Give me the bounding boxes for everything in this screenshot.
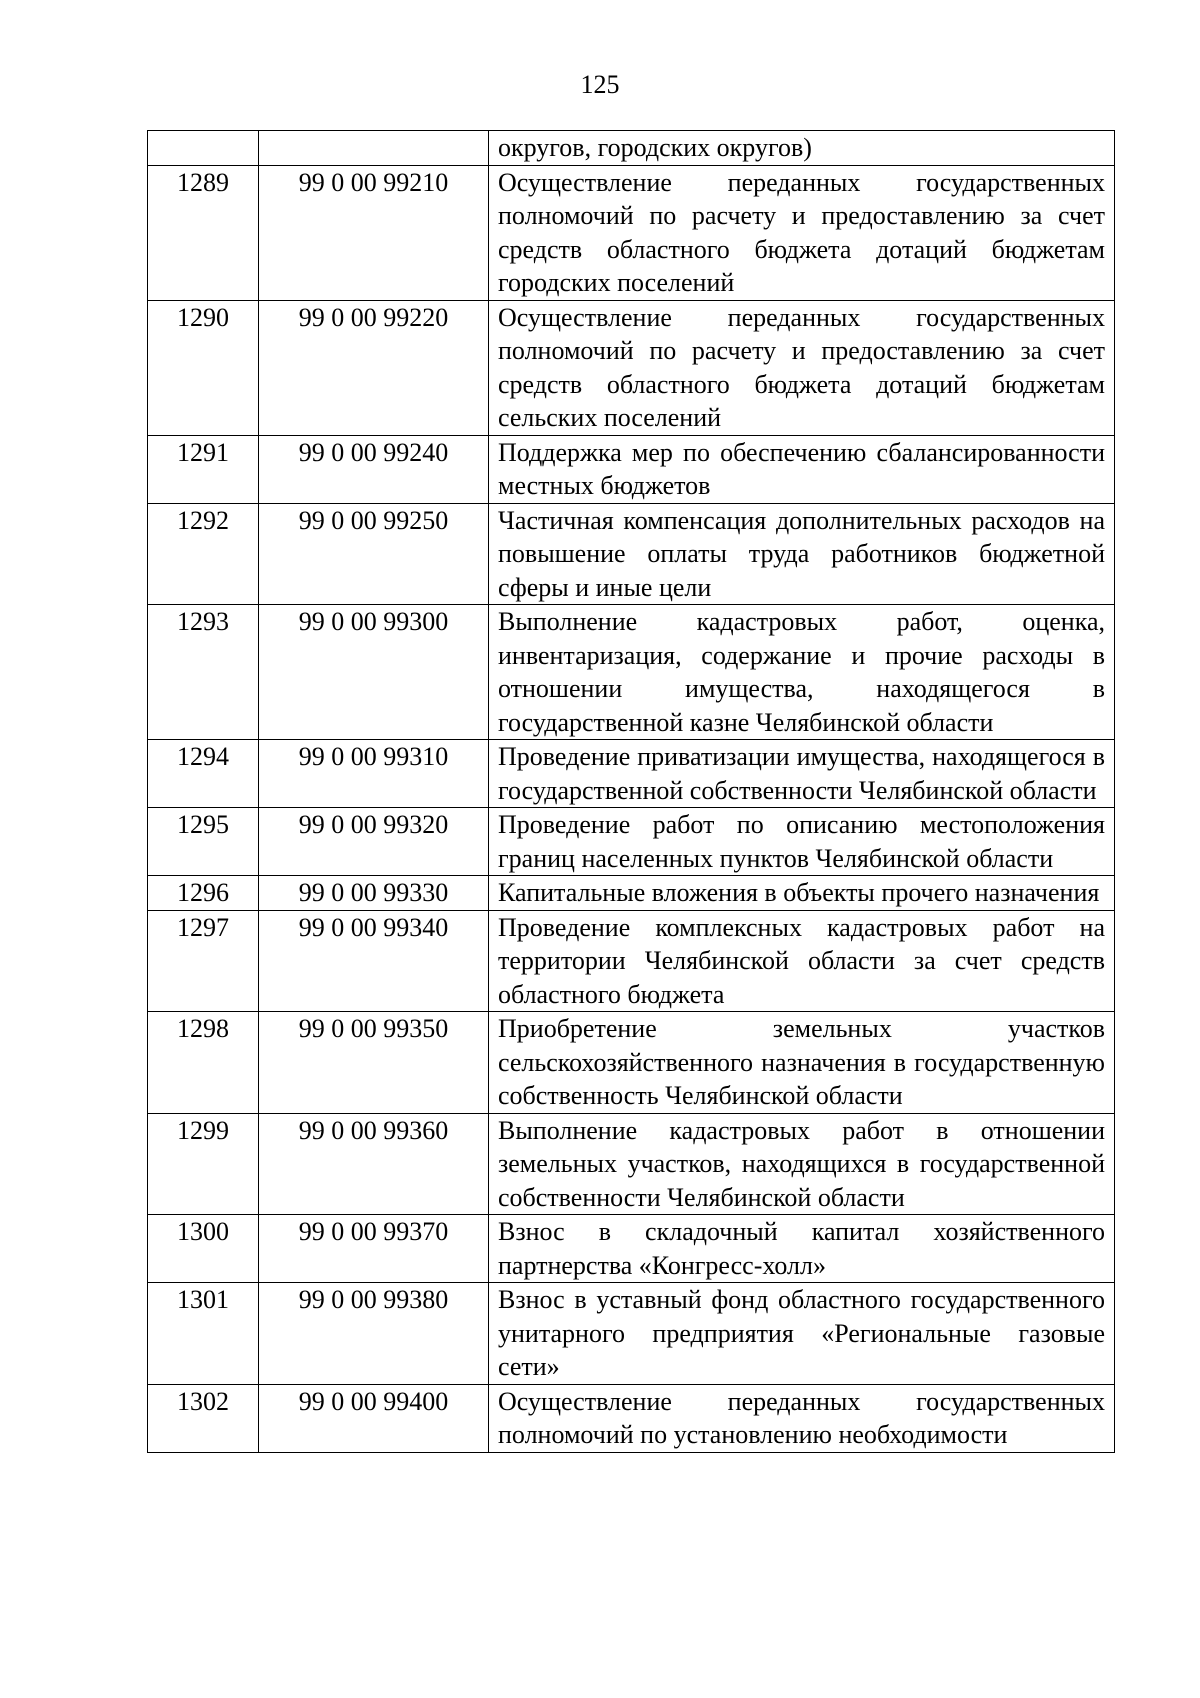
table-row xyxy=(148,876,1115,911)
row-number-cell: 1289 xyxy=(148,165,259,300)
budget-code-cell: 99 0 00 99250 xyxy=(259,503,489,605)
budget-code-cell: 99 0 00 99350 xyxy=(259,1012,489,1114)
row-number-cell: 1290 xyxy=(148,300,259,435)
budget-code-cell: 99 0 00 99330 xyxy=(259,876,489,911)
description-cell: Выполнение кадастровых работ, оценка, инвентаризация, содержание и прочие расходы в отношении имущества, находящегося в государственной казне Челябинской области xyxy=(489,605,1115,740)
description-cell: Осуществление переданных государственных полномочий по расчету и предоставлению за счет средств областного бюджета дотаций бюджетам городских поселений xyxy=(489,165,1115,300)
description-cell: Осуществление переданных государственных полномочий по установлению необходимости xyxy=(489,1384,1115,1452)
budget-code-cell: 99 0 00 99310 xyxy=(259,740,489,808)
table-row xyxy=(148,1113,1115,1215)
row-number-cell: 1291 xyxy=(148,435,259,503)
budget-code-cell: 99 0 00 99210 xyxy=(259,165,489,300)
table-row xyxy=(148,605,1115,740)
table-row-continued xyxy=(148,131,1115,166)
row-number-cell: 1300 xyxy=(148,1215,259,1283)
description-cell: Приобретение земельных участков сельскохозяйственного назначения в государственную собственность Челябинской области xyxy=(489,1012,1115,1114)
budget-code-cell: 99 0 00 99300 xyxy=(259,605,489,740)
table-body xyxy=(148,131,1115,1453)
description-cell: Частичная компенсация дополнительных расходов на повышение оплаты труда работников бюджетной сферы и иные цели xyxy=(489,503,1115,605)
description-cell: Взнос в уставный фонд областного государственного унитарного предприятия «Региональные газовые сети» xyxy=(489,1283,1115,1385)
table-row xyxy=(148,910,1115,1012)
budget-table xyxy=(147,130,1115,1453)
description-cell: округов, городских округов) xyxy=(489,131,1115,166)
row-number-cell: 1294 xyxy=(148,740,259,808)
table-row xyxy=(148,503,1115,605)
description-cell: Выполнение кадастровых работ в отношении земельных участков, находящихся в государственной собственности Челябинской области xyxy=(489,1113,1115,1215)
budget-code-cell: 99 0 00 99220 xyxy=(259,300,489,435)
budget-code-cell: 99 0 00 99360 xyxy=(259,1113,489,1215)
row-number-cell: 1297 xyxy=(148,910,259,1012)
budget-code-cell: 99 0 00 99400 xyxy=(259,1384,489,1452)
table-row xyxy=(148,435,1115,503)
row-number-cell: 1302 xyxy=(148,1384,259,1452)
description-cell: Капитальные вложения в объекты прочего назначения xyxy=(489,876,1115,911)
description-cell: Поддержка мер по обеспечению сбалансированности местных бюджетов xyxy=(489,435,1115,503)
row-number-cell xyxy=(148,131,259,166)
budget-code-cell: 99 0 00 99320 xyxy=(259,808,489,876)
budget-code-cell: 99 0 00 99340 xyxy=(259,910,489,1012)
row-number-cell: 1295 xyxy=(148,808,259,876)
table-row xyxy=(148,1012,1115,1114)
row-number-cell: 1293 xyxy=(148,605,259,740)
row-number-cell: 1292 xyxy=(148,503,259,605)
description-cell: Взнос в складочный капитал хозяйственного партнерства «Конгресс-холл» xyxy=(489,1215,1115,1283)
table-row xyxy=(148,740,1115,808)
table-row xyxy=(148,300,1115,435)
description-cell: Проведение приватизации имущества, находящегося в государственной собственности Челябинской области xyxy=(489,740,1115,808)
row-number-cell: 1296 xyxy=(148,876,259,911)
table-row xyxy=(148,1215,1115,1283)
page-number: 125 xyxy=(580,70,620,99)
table-row xyxy=(148,808,1115,876)
row-number-cell: 1299 xyxy=(148,1113,259,1215)
description-cell: Проведение работ по описанию местоположения границ населенных пунктов Челябинской области xyxy=(489,808,1115,876)
table-row xyxy=(148,1384,1115,1452)
budget-code-cell: 99 0 00 99370 xyxy=(259,1215,489,1283)
row-number-cell: 1298 xyxy=(148,1012,259,1114)
table-row xyxy=(148,165,1115,300)
description-cell: Осуществление переданных государственных полномочий по расчету и предоставлению за счет средств областного бюджета дотаций бюджетам сельских поселений xyxy=(489,300,1115,435)
budget-code-cell: 99 0 00 99380 xyxy=(259,1283,489,1385)
description-cell: Проведение комплексных кадастровых работ на территории Челябинской области за счет средств областного бюджета xyxy=(489,910,1115,1012)
row-number-cell: 1301 xyxy=(148,1283,259,1385)
table-row xyxy=(148,1283,1115,1385)
budget-code-cell: 99 0 00 99240 xyxy=(259,435,489,503)
budget-code-cell xyxy=(259,131,489,166)
